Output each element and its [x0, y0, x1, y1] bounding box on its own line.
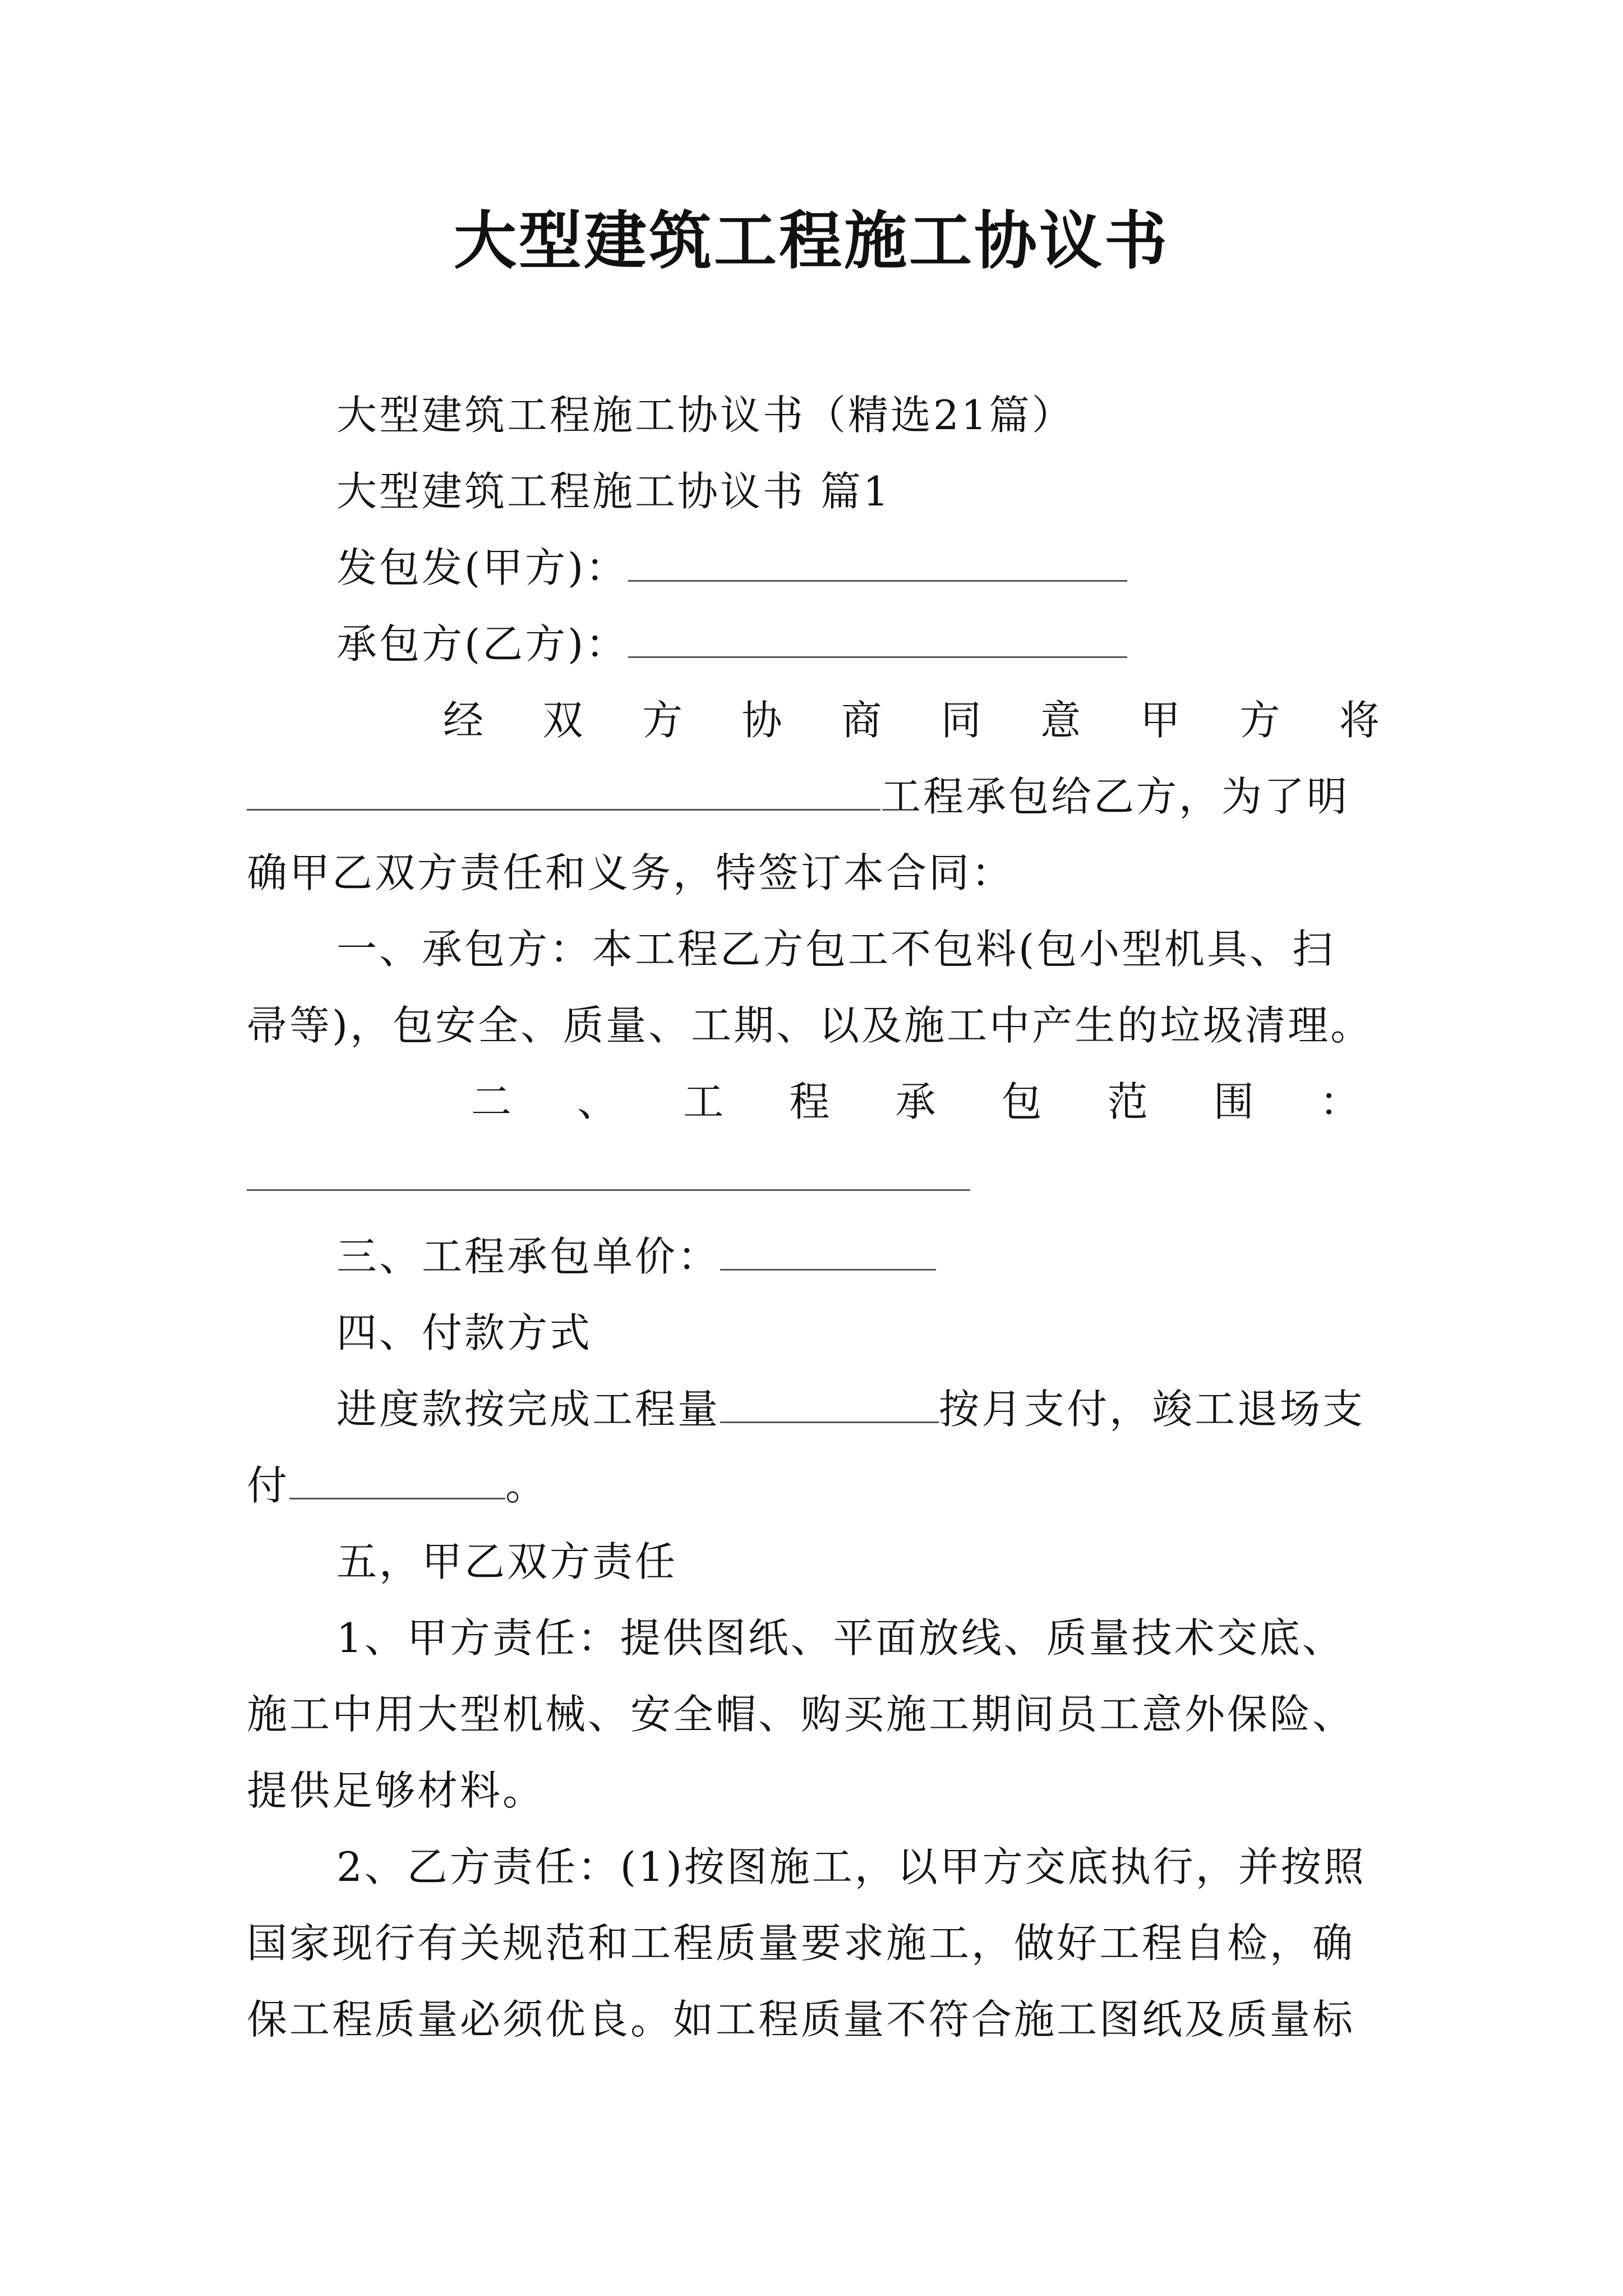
progress-payment-blank[interactable]	[720, 1382, 939, 1423]
clause2-spread-char: 范	[1107, 1078, 1148, 1125]
project-name-blank[interactable]	[247, 770, 880, 811]
agreement-spread-char: 将	[1339, 697, 1380, 744]
agreement-cont-text: 工程承包给乙方，为了明	[880, 773, 1350, 820]
final-payment-blank[interactable]	[289, 1458, 505, 1499]
agreement-spread-char: 方	[1239, 697, 1280, 744]
party-a-blank[interactable]	[628, 541, 1127, 582]
clause4-line-a	[336, 1381, 1365, 1437]
clause4-a-start: 进度款按完成工程量	[336, 1386, 721, 1433]
party-b-blank[interactable]	[628, 617, 1127, 658]
document-subtitle: 大型建筑工程施工协议书（精选21篇）	[336, 392, 1075, 439]
unit-price-blank[interactable]	[720, 1230, 936, 1271]
clause2-spread-char: 程	[789, 1078, 830, 1125]
clause4-a-end: 按月支付，竣工退场支	[939, 1386, 1366, 1433]
clause5-heading: 五，甲乙双方责任	[336, 1538, 678, 1585]
agreement-spread-line	[443, 692, 1380, 748]
duty2-line-c: 保工程质量必须优良。如工程质量不符合施工图纸及质量标	[247, 1996, 1355, 2043]
duty2-line-a: 2、乙方责任：(1)按图施工，以甲方交底执行，并按照	[336, 1843, 1366, 1890]
clause2-spread-char: ：	[1319, 1078, 1360, 1125]
scope-blank[interactable]	[247, 1189, 970, 1191]
clause2-spread-line	[471, 1074, 1360, 1130]
clause1-line-b: 帚等)，包安全、质量、工期、以及施工中产生的垃圾清理。	[247, 1002, 1373, 1049]
clause2-spread-char: 二	[471, 1078, 512, 1125]
clause4-b-end: 。	[505, 1462, 548, 1509]
agreement-spread-char: 意	[1040, 697, 1081, 744]
party-b-line	[336, 616, 1127, 672]
agreement-spread-char: 协	[741, 697, 782, 744]
clause4-heading: 四、付款方式	[336, 1309, 593, 1356]
section-heading: 大型建筑工程施工协议书 篇1	[336, 468, 891, 515]
agreement-spread-char: 方	[642, 697, 683, 744]
clause4-line-b	[247, 1457, 548, 1513]
duty1-line-c: 提供足够材料。	[247, 1767, 546, 1814]
agreement-spread-char: 双	[542, 697, 583, 744]
agreement-spread-char: 商	[841, 697, 882, 744]
clause2-spread-char: 围	[1213, 1078, 1254, 1125]
clause1-line-a: 一、承包方：本工程乙方包工不包料(包小型机具、扫	[336, 926, 1335, 973]
clause4-b-start: 付	[247, 1462, 290, 1509]
document-title: 大型建筑工程施工协议书	[454, 204, 1169, 278]
clause3-label: 三、工程承包单价：	[336, 1233, 721, 1280]
duty1-line-b: 施工中用大型机械、安全帽、购买施工期间员工意外保险、	[247, 1691, 1355, 1738]
agreement-end-line: 确甲乙双方责任和义务，特签订本合同：	[247, 849, 1015, 896]
agreement-spread-char: 甲	[1140, 697, 1181, 744]
clause2-spread-char: 承	[895, 1078, 936, 1125]
clause2-spread-char: 工	[683, 1078, 724, 1125]
duty2-line-b: 国家现行有关规范和工程质量要求施工，做好工程自检，确	[247, 1920, 1355, 1967]
agreement-spread-char: 同	[940, 697, 981, 744]
duty1-line-a: 1、甲方责任：提供图纸、平面放线、质量技术交底、	[336, 1614, 1345, 1662]
party-a-label: 发包发(甲方)：	[336, 544, 629, 591]
party-a-line	[336, 540, 1127, 596]
clause2-spread-char: 、	[577, 1078, 618, 1125]
agreement-spread-char: 经	[443, 697, 484, 744]
agreement-cont-line	[247, 769, 1349, 825]
clause2-spread-char: 包	[1001, 1078, 1042, 1125]
party-b-label: 承包方(乙方)：	[336, 620, 629, 668]
clause3-line	[336, 1228, 936, 1285]
